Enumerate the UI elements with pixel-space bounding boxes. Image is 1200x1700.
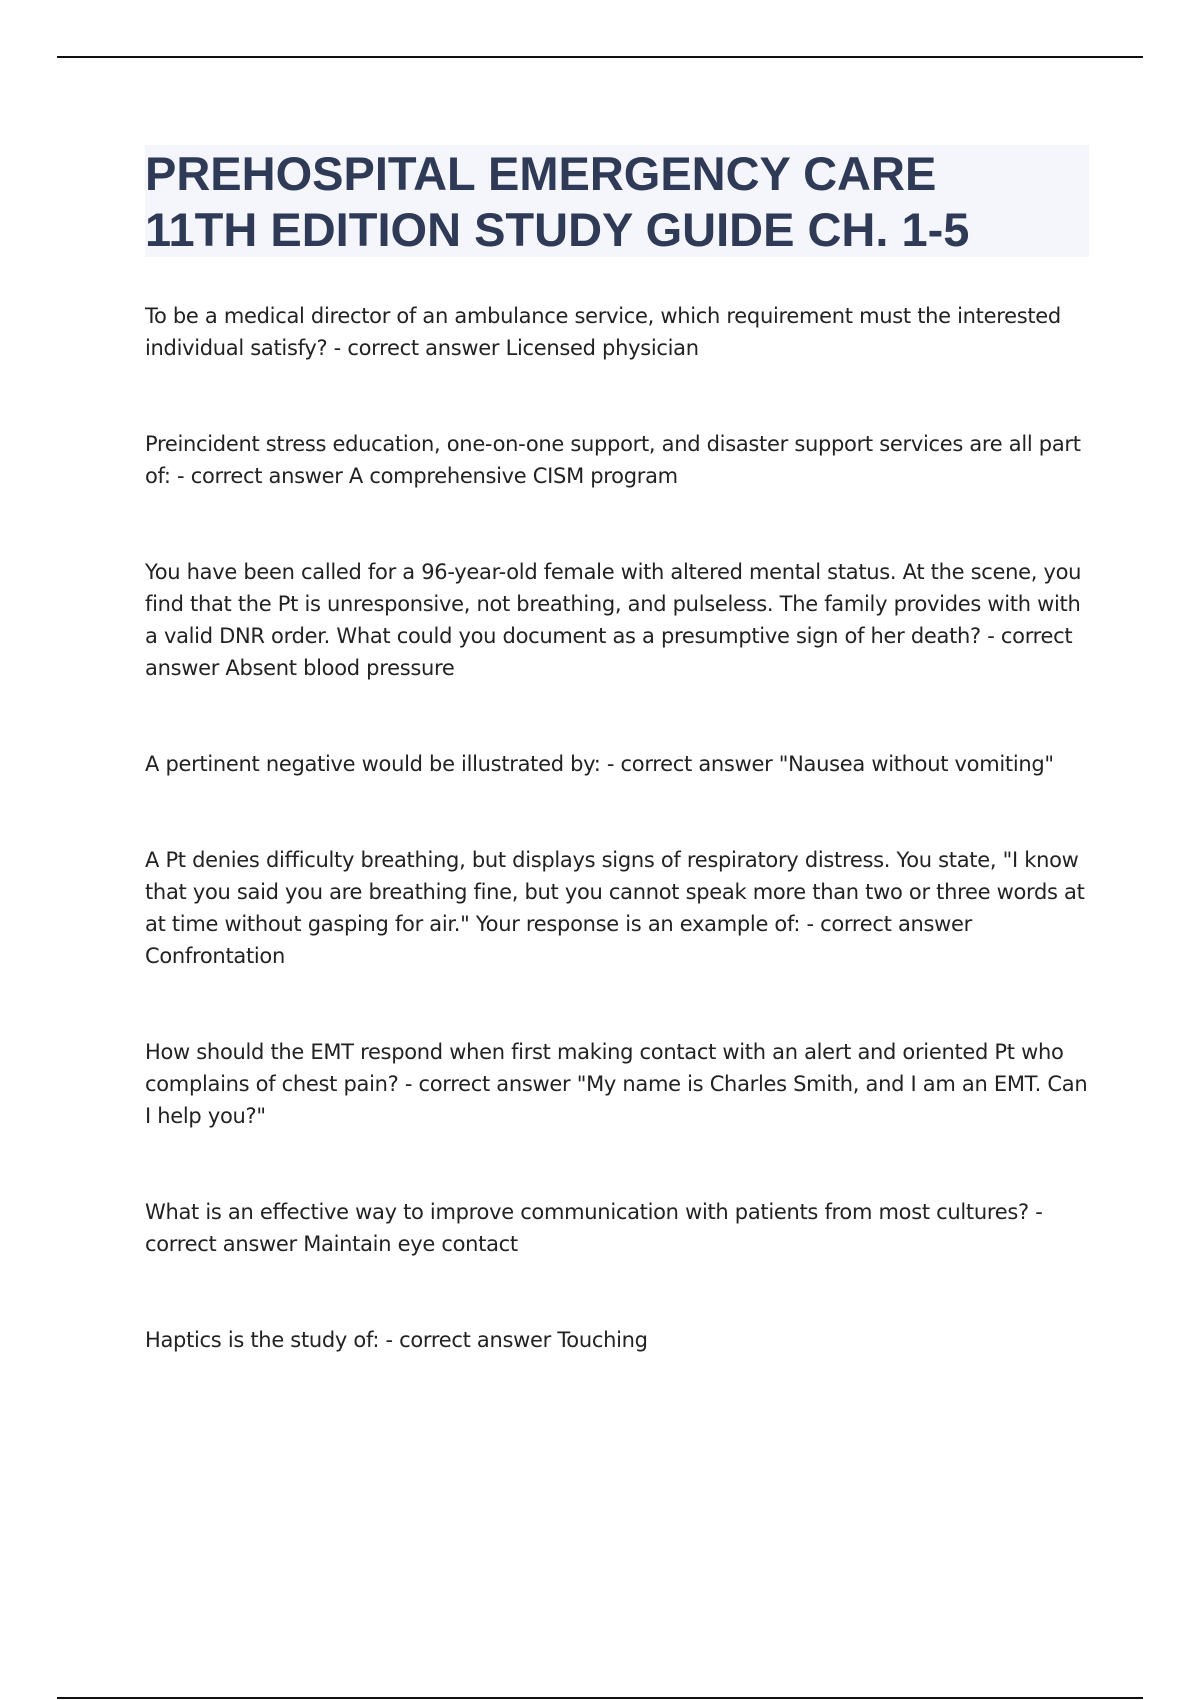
qa-item: To be a medical director of an ambulance service, which requirement must the interested individual satisfy? - correct answer Licensed physician <box>145 304 1061 360</box>
top-rule <box>57 56 1143 58</box>
qa-item: How should the EMT respond when first making contact with an alert and oriented Pt who complains of chest pain? - correct answer "My name is Charles Smith, and I am an EMT. Can I help you?" <box>145 1040 1088 1128</box>
bottom-rule <box>57 1697 1143 1699</box>
qa-item: You have been called for a 96-year-old female with altered mental status. At the scene, you find that the Pt is unresponsive, not breathing, and pulseless. The family provides with with a valid DNR order. What could you document as a presumptive sign of her death? - correct answer Absent blood pressure <box>145 560 1082 680</box>
qa-item: A Pt denies difficulty breathing, but displays signs of respiratory distress. You state, "I know that you said you are breathing fine, but you cannot speak more than two or three words at at time without gasping for air." Your response is an example of: - correct answer Confrontation <box>145 848 1085 968</box>
title-block <box>145 145 1089 257</box>
qa-item: Preincident stress education, one-on-one support, and disaster support services are all part of: - correct answer A comprehensive CISM program <box>145 432 1081 488</box>
qa-list <box>145 300 1095 1420</box>
qa-item: What is an effective way to improve communication with patients from most cultures? - correct answer Maintain eye contact <box>145 1200 1043 1256</box>
qa-item: Haptics is the study of: - correct answer Touching <box>145 1328 648 1352</box>
document-title: PREHOSPITAL EMERGENCY CARE 11TH EDITION STUDY GUIDE CH. 1-5 <box>145 147 970 256</box>
qa-item: A pertinent negative would be illustrated by: - correct answer "Nausea without vomiting" <box>145 752 1054 776</box>
